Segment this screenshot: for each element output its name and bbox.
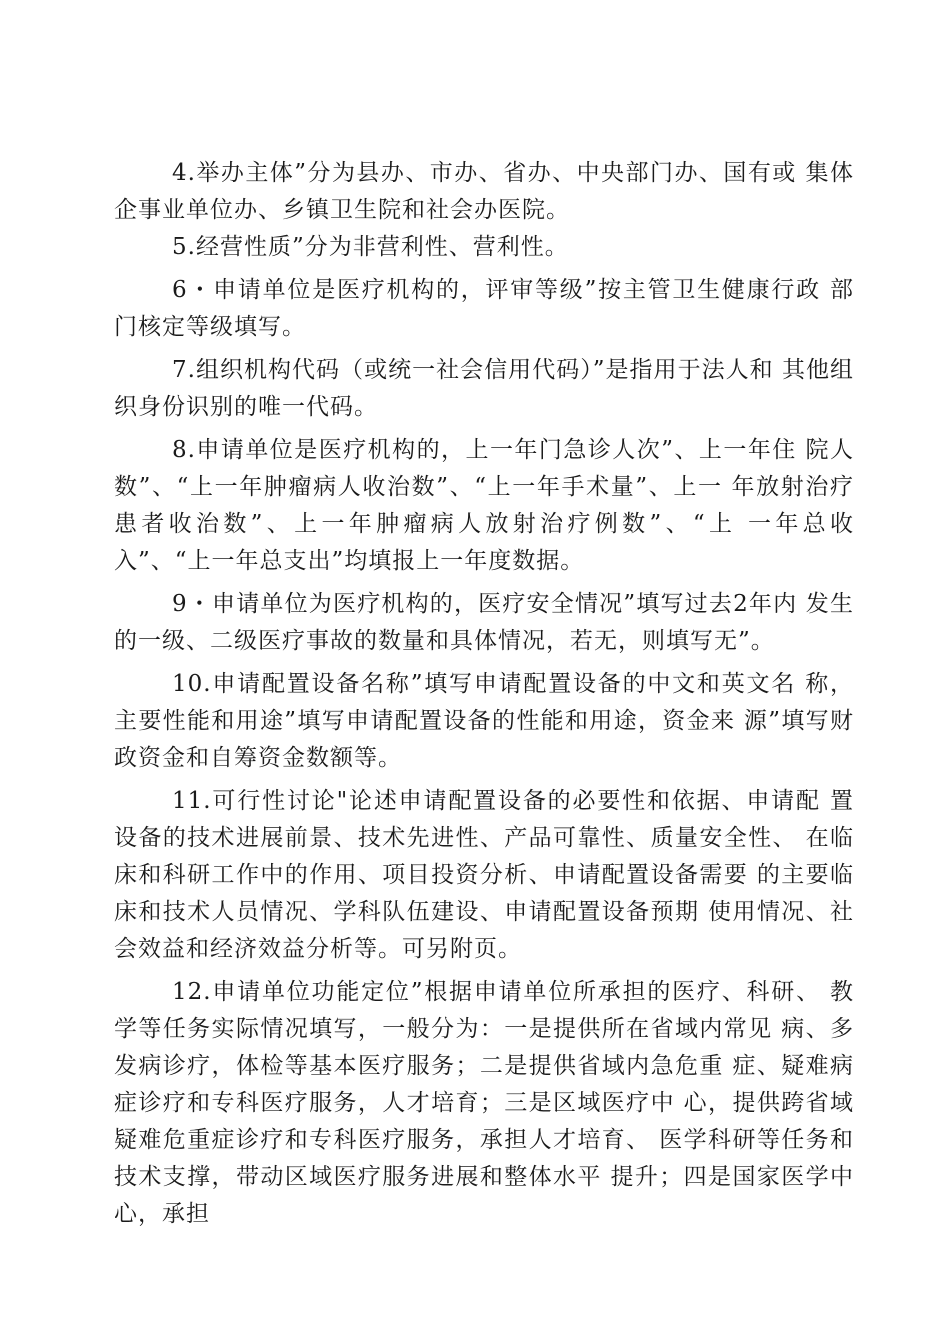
paragraph-6: 6・申请单位是医疗机构的，评审等级”按主管卫生健康行政 部门核定等级填写。 <box>114 277 854 340</box>
paragraph-4: 4.举办主体”分为县办、市办、省办、中央部门办、国有或 集体企事业单位办、乡镇卫生院和社会办医院。 <box>114 160 854 223</box>
paragraph-10: 10.申请配置设备名称”填写申请配置设备的中文和英文名 称，主要性能和用途”填写申请配置设备的性能和用途，资金来 源”填写财政资金和自筹资金数额等。 <box>114 671 854 771</box>
paragraph-8: 8.申请单位是医疗机构的，上一年门急诊人次”、上一年住 院人数”、“上一年肿瘤病人收治数”、“上一年手术量”、上一 年放射治疗患者收治数”、上一年肿瘤病人放射治疗例数”、“上 一年总收入”、“上一年总支出”均填报上一年度数据。 <box>114 437 854 574</box>
document-body <box>114 155 854 1233</box>
paragraph-7: 7.组织机构代码（或统一社会信用代码）”是指用于法人和 其他组织身份识别的唯一代码。 <box>114 357 854 420</box>
paragraph-9: 9・申请单位为医疗机构的，医疗安全情况”填写过去2年内 发生的一级、二级医疗事故的数量和具体情况，若无，则填写无”。 <box>114 591 854 654</box>
paragraph-12: 12.申请单位功能定位”根据申请单位所承担的医疗、科研、 教学等任务实际情况填写，一般分为：一是提供所在省域内常见 病、多发病诊疗，体检等基本医疗服务；二是提供省域内急危重 症、疑难病症诊疗和专科医疗服务，人才培育；三是区域医疗中 心，提供跨省域疑难危重症诊疗和专科医疗服务，承担人才培育、 医学科研等任务和技术支撑，带动区域医疗服务进展和整体水平 提升；四是国家医学中心，承担 <box>114 979 854 1227</box>
paragraph-11: 11.可行性讨论"论述申请配置设备的必要性和依据、申请配 置设备的技术进展前景、技术先进性、产品可靠性、质量安全性、 在临床和科研工作中的作用、项目投资分析、申请配置设备需要 的主要临床和技术人员情况、学科队伍建设、申请配置设备预期 使用情况、社会效益和经济效益分析等。可另附页。 <box>114 788 854 962</box>
paragraph-5: 5.经营性质”分为非营利性、营利性。 <box>172 234 569 260</box>
